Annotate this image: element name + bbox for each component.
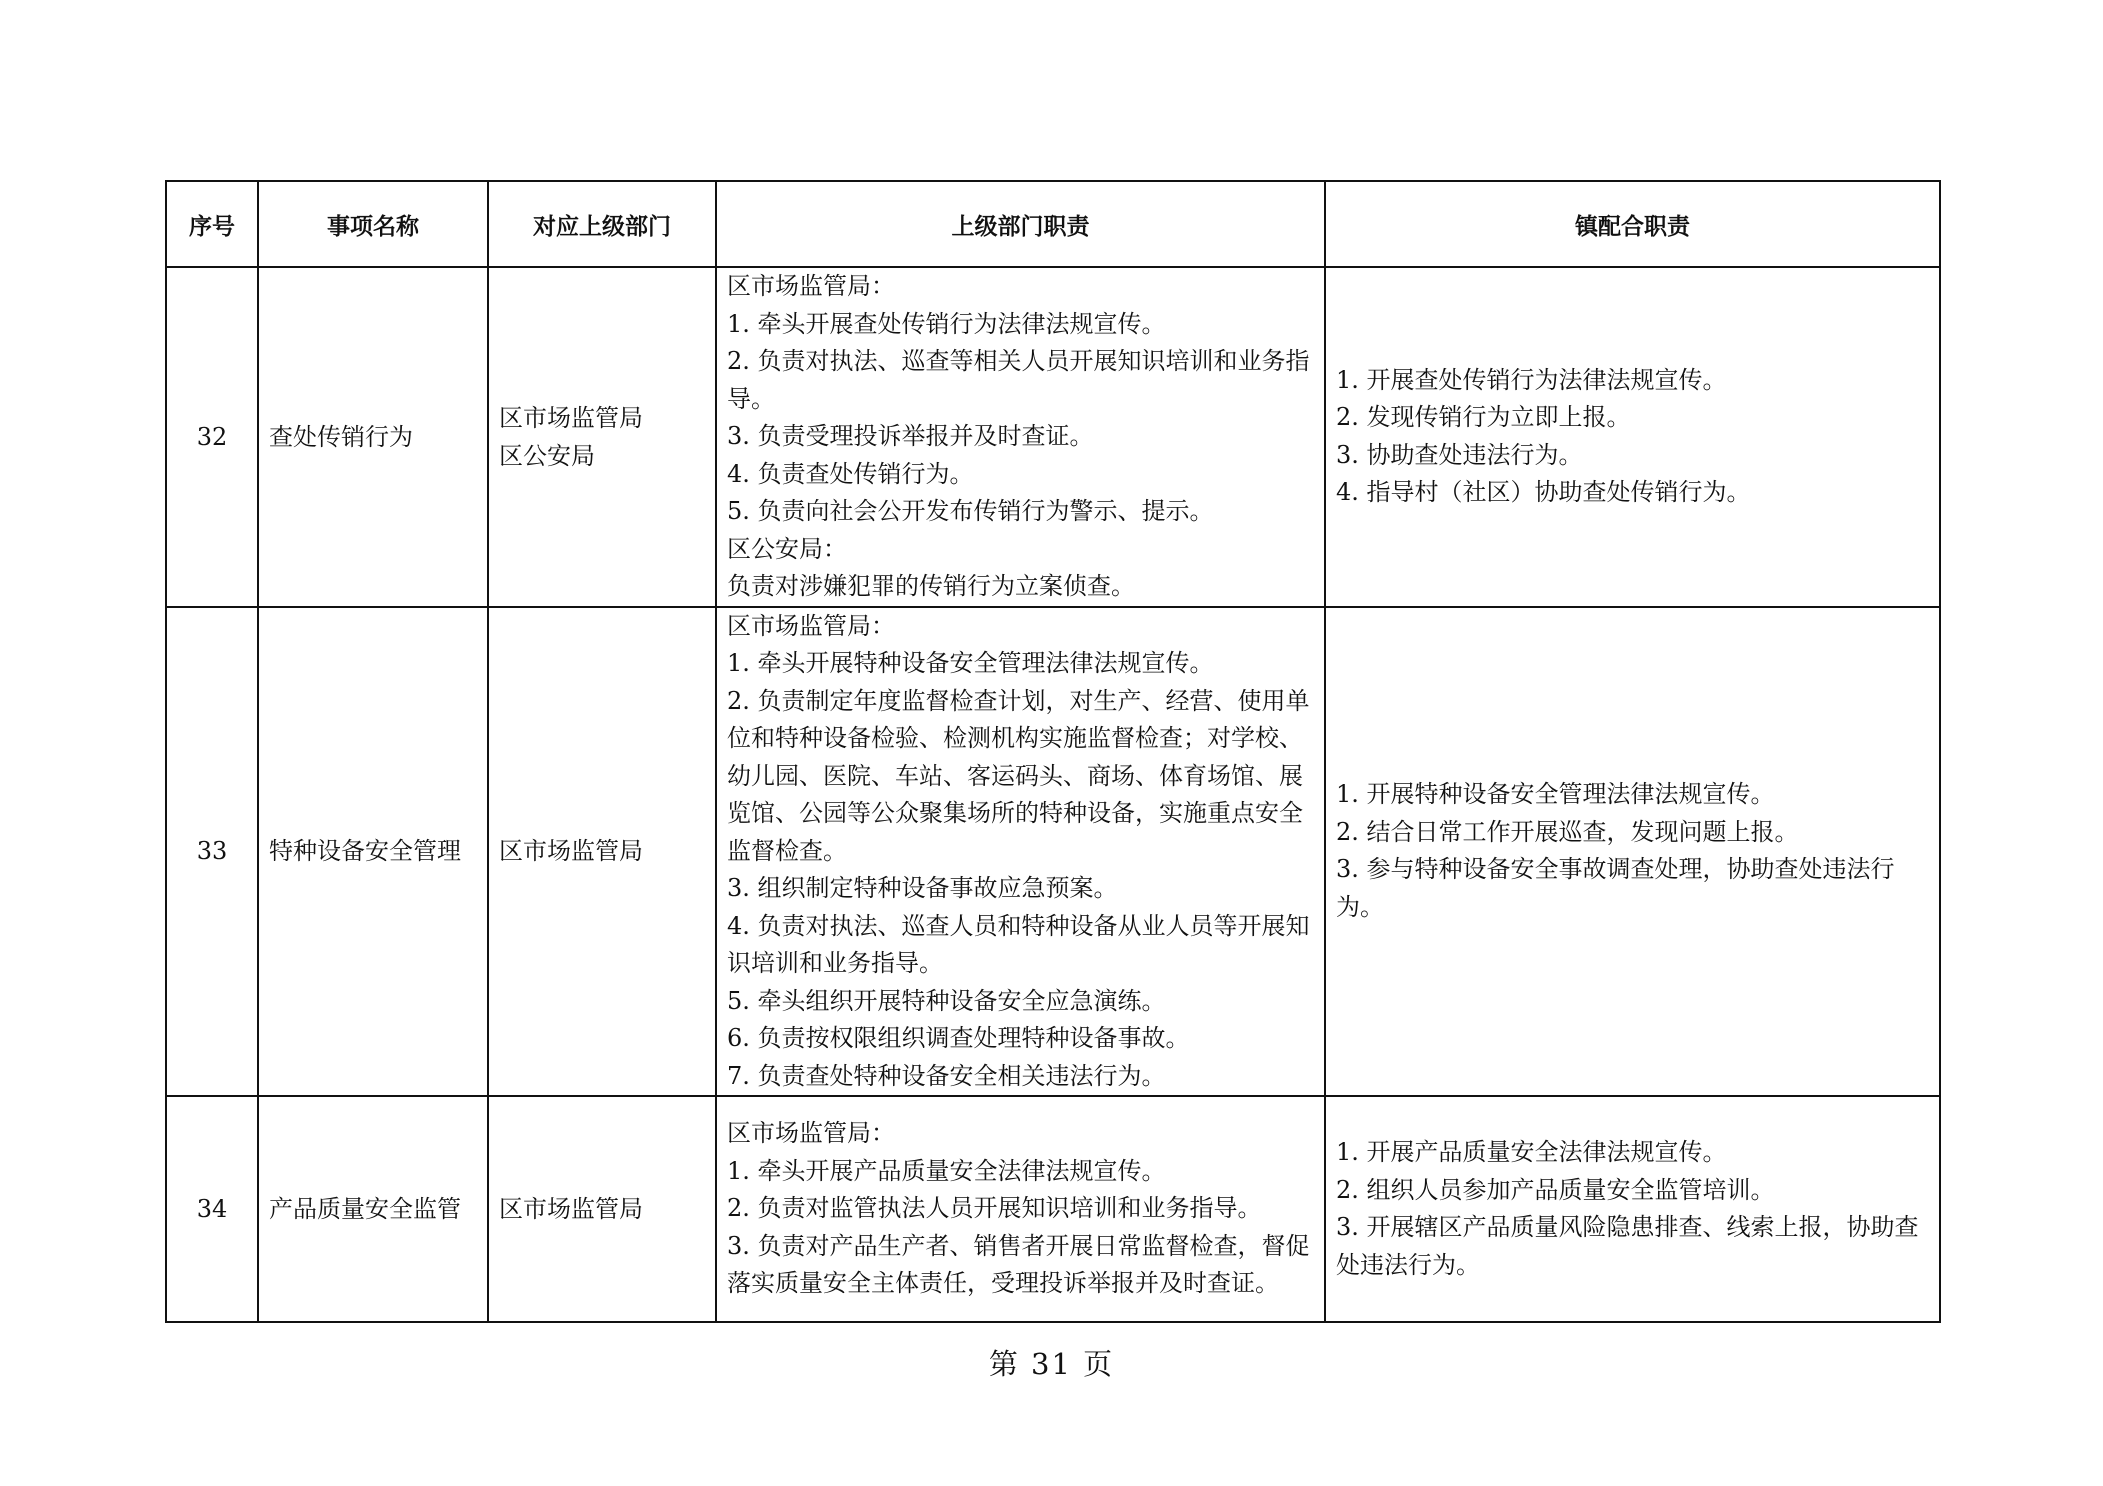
row-superior-dept	[488, 607, 716, 1097]
duty-line: 负责对涉嫌犯罪的传销行为立案侦查。	[727, 572, 1135, 600]
town-line: 3. 协助查处违法行为。	[1336, 440, 1583, 469]
dept-line: 区市场监管局	[499, 403, 643, 432]
duty-line: 区市场监管局：	[727, 1119, 895, 1148]
table-row	[166, 607, 1940, 1097]
row-index: 33	[166, 607, 258, 1097]
duty-line: 3. 负责对产品生产者、销售者开展日常监督检查，督促落实质量安全主体责任，受理投诉举报并及时查证。	[727, 1231, 1310, 1298]
duty-line: 5. 牵头组织开展特种设备安全应急演练。	[727, 986, 1166, 1015]
town-line: 3. 参与特种设备安全事故调查处理，协助查处违法行为。	[1336, 855, 1895, 921]
row-superior-dept	[488, 267, 716, 607]
row-town-duty	[1325, 607, 1940, 1097]
duty-line: 3. 负责受理投诉举报并及时查证。	[727, 422, 1094, 450]
row-index: 34	[166, 1096, 258, 1322]
dept-line: 区公安局	[499, 441, 595, 470]
town-line: 3. 开展辖区产品质量风险隐患排查、线索上报，协助查处违法行为。	[1336, 1213, 1919, 1279]
duty-line: 4. 负责对执法、巡查人员和特种设备从业人员等开展知识培训和业务指导。	[727, 911, 1310, 977]
town-line: 4. 指导村（社区）协助查处传销行为。	[1336, 478, 1751, 507]
duty-line: 2. 负责对执法、巡查等相关人员开展知识培训和业务指导。	[727, 347, 1310, 413]
town-line: 2. 组织人员参加产品质量安全监管培训。	[1336, 1175, 1775, 1204]
town-line: 1. 开展查处传销行为法律法规宣传。	[1336, 365, 1727, 394]
row-superior-dept	[488, 1096, 716, 1322]
header-item-name: 事项名称	[258, 181, 488, 267]
duty-line: 1. 牵头开展产品质量安全法律法规宣传。	[727, 1156, 1166, 1185]
duty-line: 1. 牵头开展查处传销行为法律法规宣传。	[727, 309, 1166, 338]
row-index: 32	[166, 267, 258, 607]
row-item-name: 产品质量安全监管	[258, 1096, 488, 1322]
row-superior-duty	[716, 1096, 1325, 1322]
duty-line: 4. 负责查处传销行为。	[727, 459, 974, 488]
header-town-duty: 镇配合职责	[1325, 181, 1940, 267]
duty-line: 区市场监管局：	[727, 611, 895, 640]
dept-line: 区市场监管局	[499, 1195, 643, 1223]
responsibility-table	[165, 180, 1941, 1323]
duty-line: 2. 负责制定年度监督检查计划，对生产、经营、使用单位和特种设备检验、检测机构实施监督检查；对学校、幼儿园、医院、车站、客运码头、商场、体育场馆、展览馆、公园等公众聚集场所的特种设备，实施重点安全监督检查。	[727, 686, 1310, 865]
page-number: 第 31 页	[988, 1347, 1115, 1381]
header-superior-duty: 上级部门职责	[716, 181, 1325, 267]
town-line: 2. 发现传销行为立即上报。	[1336, 403, 1631, 432]
town-line: 2. 结合日常工作开展巡查，发现问题上报。	[1336, 817, 1799, 846]
duty-line: 3. 组织制定特种设备事故应急预案。	[727, 874, 1118, 902]
row-superior-duty	[716, 607, 1325, 1097]
row-superior-duty	[716, 267, 1325, 607]
town-line: 1. 开展特种设备安全管理法律法规宣传。	[1336, 780, 1775, 809]
table-row	[166, 267, 1940, 607]
row-item-name: 查处传销行为	[258, 267, 488, 607]
dept-line: 区市场监管局	[499, 837, 643, 866]
row-item-name: 特种设备安全管理	[258, 607, 488, 1097]
duty-line: 1. 牵头开展特种设备安全管理法律法规宣传。	[727, 649, 1214, 677]
header-superior-dept: 对应上级部门	[488, 181, 716, 267]
row-town-duty	[1325, 1096, 1940, 1322]
duty-line: 7. 负责查处特种设备安全相关违法行为。	[727, 1061, 1166, 1090]
duty-line: 区公安局：	[727, 534, 847, 563]
duty-line: 5. 负责向社会公开发布传销行为警示、提示。	[727, 497, 1214, 525]
table-header-row	[166, 181, 1940, 267]
town-line: 1. 开展产品质量安全法律法规宣传。	[1336, 1138, 1727, 1166]
duty-line: 6. 负责按权限组织调查处理特种设备事故。	[727, 1024, 1190, 1052]
table-row	[166, 1096, 1940, 1322]
row-town-duty	[1325, 267, 1940, 607]
duty-line: 2. 负责对监管执法人员开展知识培训和业务指导。	[727, 1194, 1262, 1223]
duty-line: 区市场监管局：	[727, 272, 895, 300]
header-index: 序号	[166, 181, 258, 267]
